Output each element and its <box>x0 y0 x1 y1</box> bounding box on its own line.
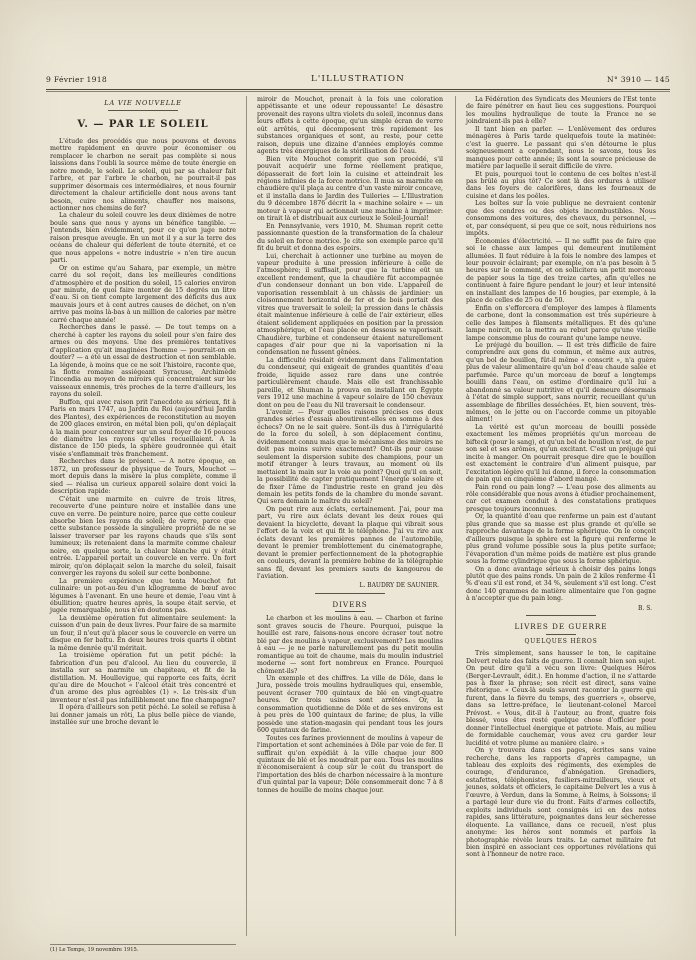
paragraph: Il opéra d'ailleurs son petit péché. Le soleil se refusa à lui donner jamais un rôti, La plus belle pièce de viande, installée sur une broche devant le <box>50 704 236 727</box>
paragraph: Recherches dans le passé. — De tout temps on a cherché à capter les rayons du soleil pour s'en faire des armes ou des moyens. Une des premières tentatives d'application qu'ait imaginées l'homme — pourrait-on en douter? — a été un essai de destruction et non semblable. La légende, à moins que ce ne soit l'histoire, raconte que, la flotte romaine assiégeant Syracuse, Archimède l'incendia au moyen de miroirs qui concentraient sur les vaisseaux ennemis, très proches de la terre d'ailleurs, les rayons du soleil. <box>50 324 236 399</box>
paragraph: Pain rond ou pain long? — L'eau pose des aliments au rôle considérable que nous avons à étudier prochainement, car cet examen conduit à des constatations pratiques presque toujours inconnues. <box>466 483 656 513</box>
article-title: V. — PAR LE SOLEIL <box>77 119 209 131</box>
divider <box>526 615 596 616</box>
paragraph: Lui, cherchait à actionner une turbine au moyen de vapeur produite à une pression inférieure à celle de l'atmosphère; il suffisait, pour que la turbine eût un excellent rendement, que la chaudière fût accompagnée d'un condenseur donnant un bon vide. L'appareil de vaporisation ressemblait à un châssis de jardinier: un cloisonnement horizontal de fer et de bois portait des vitres que traversait le soleil; la pression dans le châssis était maintenue inférieure à celle de l'air extérieur, elles étaient solidement appliquées en position par la pression atmosphérique, et l'eau placée en dessous se vaporisait. Chaudière, turbine et condenseur étaient naturellement capages d'air pour que ni la vaporisation ni la condensation ne fussent gênées. <box>257 252 443 357</box>
subheading: QUELQUES HÉROS <box>524 637 598 645</box>
paragraph: miroir de Mouchot, prenait à la fois une coloration appétissante et une odeur repoussante! Le désastre provenait des rayons ultra violets du soleil, inconnus dans leurs effets à cette époque, qu'un simple écran de verre eût arrêtés, qui décomposent très rapidement les substances organiques et sont, au reste, pour cette raison, depuis une dizaine d'années employés comme agents très énergiques de la stérilisation de l'eau. <box>257 96 443 156</box>
paragraph: Buffon, qui avec raison prit l'anecdote au sérieux, fit à Paris en mars 1747, au Jardin du Roi (aujourd'hui Jardin des Plantes), des expériences de reconstitution au moyen de 200 glaces environ, en métal bien poli, qu'on déplaçait à la main pour concentrer sur un seul foyer de 16 pouces de diamètre les rayons qu'elles recueillaient. A la distance de 150 pieds, la sphère goudronnée qui était visée s'enflammait très franchement. <box>50 398 236 458</box>
paragraph: On y trouvera dans ces pages, écrites sans vaine recherche, dans les rapports d'après campagne, un tableau des exploits des régiments, des exemples de courage, d'endurance, d'abnégation. Grenadiers, estafettes, téléphonistes, fusiliers-mitrailleurs, vieux et jeunes, soldats et officiers, le capitaine Delvert les a vus à l'œuvre, à Verdun, dans la Somme, à Reims, à Soissons; il a partagé leur dure vie du front. Faits d'armes collectifs, exploits individuels sont consignés ici en des notes rapides, sans littérature, poignantes dans leur sécheresse éloquente. La vaillance, dans ce recueil, n'est plus anonyme: les héros sont nommés et parfois la photographie révèle leurs traits. Le carnet militaire fut bien inspiré en associant ces opportunes révélations qui sont à l'honneur de notre race. <box>466 747 656 859</box>
paragraph: La chaleur du soleil couvre les deux dixièmes de notre boule sans que nous y ayons un bénéfice tangible. — J'entends, bien évidemment, pour ce qu'on juge notre raison presque aveugle. En un mot il y a sur la terre des océans de chaleur qui déferlent de toute éternité, et ce que nous appelons « notre industrie » n'en tire aucun parti. <box>50 212 236 265</box>
paragraph: En Pennsylvanie, vers 1910, M. Shuman reprit cette passionnante question de la transformation de la chaleur du soleil en force motrice. Je cite son exemple parce qu'il fit du bruit et donna des espoirs. <box>257 222 443 253</box>
paragraph: La troisième opération fut un petit péché: la fabrication d'un peu d'alcool. Au lieu du couvercle, il installa sur sa marmite un chapiteau, et fit de la distillation. M. Houllevigue, qui rapporte ces faits, écrit qu'au dire de Mouchot « l'alcool était très concentré et d'un arome des plus agréables (1) ». Le très-six d'un inventeur n'est-il pas infailliblement une fine champagne? <box>50 652 236 704</box>
paragraph: La deuxième opération fut alimentaire seulement: la cuisson d'un pain de deux livres. Pour faire de sa marmite un four, il n'eut qu'à placer sous le couvercle en verre un disque en fer battu. En deux heures trois quarts il obtint la même denrée qu'il méritait. <box>50 614 236 652</box>
paragraph: Or, la quantité d'eau que renferme un pain est d'autant plus grande que sa masse est plus grande et qu'elle se rapproche davantage de la forme sphérique. On le conçoit d'ailleurs puisque la sphère est la figure qui renferme le plus grand volume possible sous la plus petite surface; l'évaporation d'un même poids de matière est plus grande sous la forme cylindrique que sous la forme sphérique. <box>466 513 656 566</box>
paragraph: Le préjugé du bouillon. — Il est très difficile de faire comprendre aux gens du commun, et même aux autres, qu'un bol de bouillon, fût-il même « conscrit », n'a guère plus de valeur alimentaire qu'un bol d'eau chaude salée et parfumée. Parce qu'un morceau de bœuf a longtemps bouilli dans l'eau, on estime d'ordinaire qu'il lui a abandonné sa valeur nutritive et qu'il demeure désormais à l'état de simple support, sans nourrir, recueillant qu'un assemblage de fibrilles desséchées. Et, bien souvent, très-mêmes, on le jette ou on l'accorde comme un pitoyable aliment! <box>466 341 656 424</box>
paragraph: Toutes ces farines proviennent de moulins à vapeur de l'importation et sont acheminées à Dôle par voie de fer. Il suffirait qu'on expédiât à la ville chaque jour 800 quintaux de blé et les moudrait par eau. Tous les moulins n'économiseraient à coup sûr le coût du transport de l'importation des blés de charbon nécessaire à la monture d'un quintal par la vapeur; Dôle consommerait donc 7 à 8 tonnes de houille de moins chaque jour. <box>257 734 443 794</box>
divider <box>315 593 385 594</box>
paragraph: Bien vite Mouchot comprit que son procédé, s'il pouvait acquérir une forme réellement pratique, dépasserait de fort loin la cuisine et atteindrait les régions infinies de la force motrice. Il mua sa marmite en chaudière qu'il plaça au centre d'un vaste miroir concave, et il installa dans le Jardin des Tuileries — L'Illustration du 9 décembre 1876 décrit la « machine solaire » — un moteur à vapeur qui actionnait une machine à imprimer: on tirait là et distribuait aux curieux le Soleil-Journal! <box>257 155 443 223</box>
column-divider <box>246 96 247 936</box>
paragraph: La Fédération des Syndicats des Meuniers de l'Est tente de faire pénétrer en haut lieu ces suggestions. Pourquoi les moulins hydraulique de toute la France ne se joindraient-ils pas à elle? <box>466 96 656 126</box>
paragraph: C'était une marmite en cuivre de trois litres, recouverte d'une peinture noire et installée dans une cuve en verre. De peinture noire, parce que cette couleur absorbe bien les rayons du soleil; de verre, parce que cette substance possède la singulière propriété de ne se laisser traverser par les rayons chauds que s'ils sont lumineux; ils retenaient dans la marmite comme chaleur noire, en quelque sorte, la chaleur blanche qui y était entrée. L'appareil portait un couvercle en verre. Un fort miroir, qu'on déplaçait selon la marche du soleil, faisait converger les rayons du soleil sur cette bonbonne. <box>50 495 236 578</box>
paragraph: La vérité est qu'un morceau de bouilli possède exactement les mêmes propriétés qu'un morceau de bifteck (pour le sang), et qu'un bol de bouillon n'est, de par son sel et ses arômes, qu'un excitant. C'est un préjugé qui incite à manger. On pourrait presque dire que le bouillon est exactement le contraire d'un aliment puisque, par l'excitation légère qu'il lui donne, il force la consommation de pain qui en cinquième d'abord mangé. <box>466 423 656 484</box>
author-signature: L. BAUDRY DE SAUNIER. <box>359 582 439 590</box>
page-header <box>46 75 670 89</box>
paragraph: La première expérience que tenta Mouchot fut culinaire: un pot-au-feu d'un kilogramme de bœuf avec légumes à l'avenant. En une heure et demie, l'eau vint à ébullition; quatre heures après, la soupe était servie, et jugée remarquable, nous n'en doutons pas. <box>50 577 236 615</box>
header-rule-thin <box>46 91 670 92</box>
column-divider <box>455 96 456 936</box>
divider <box>546 634 576 635</box>
paragraph: Les boîtes sur la voie publique ne devraient contenir que des cendres ou des objets incombustibles. Nous consommons des voitures, des chevaux, du personnel, — et, par conséquent, si peu que ce soit, nous réduirions nos impôts. <box>466 200 656 238</box>
paragraph: Or on estime qu'au Sahara, par exemple, un mètre carré du sol reçoit, dans les meilleures conditions d'atmosphère et de position du soleil, 15 calories environ par minute, de quoi faire monter de 15 degrés un litre d'eau. Si on tient compte largement des déficits dus aux mauvais jours et à cent autres causes de déchet, on n'en arrive pas moins là-bas à un million de calories par mètre carré chaque année! <box>50 264 236 324</box>
paragraph: Recherches dans le présent. — A notre époque, en 1872, un professeur de physique de Tours, Mouchot — mort depuis dans la misère la plus complète, comme il sied — réalisa un curieux appareil solaire dont voici la description rapide: <box>50 458 236 496</box>
divider <box>335 611 365 612</box>
column-1 <box>50 96 236 727</box>
column-2 <box>257 96 443 794</box>
paragraph: On peut rire aux éclats, certainement. J'ai, pour ma part, vu rire aux éclats devant les deux roues qui devaient la bicyclette, devant la plaque qui vibrait sous l'effort de la voix et qui fit le téléphone. J'ai vu rire aux éclats devant les premières pannes de l'automobile, devant le premier tremblottement du cinématographe, devant le premier perfectionnement de la photographie en couleurs, devant la première bobine de la télégraphie sans fil, devant les premiers sauts de kangourou de l'aviation. <box>257 505 443 580</box>
column-3 <box>466 96 656 859</box>
paragraph: La difficulté résidait évidemment dans l'alimentation du condenseur, qui exigeait de grandes quantités d'eau froide, liquide assez rare dans une contrée particulièrement chaude. Mais elle est franchissable pareille, et Shuman la prouva en installant en Égypte vers 1912 une machine à vapeur solaire de 150 chevaux dont on peu de l'eau du Nil traversait le condenseur. <box>257 356 443 409</box>
paragraph: On a donc avantage sérieux à choisir des pains longs plutôt que des pains ronds. Un pain de 2 kilos renferme 41 % d'eau s'il est rond, et 34 %, seulement s'il est long. C'est donc 140 grammes de matière alimentaire que l'on gagne à n'accepter que du pain long. <box>466 565 656 603</box>
header-page-number: N° 3910 — 145 <box>607 75 670 84</box>
header-title: L'ILLUSTRATION <box>311 74 405 84</box>
paragraph: L'étude des procédés que nous pouvons et devons mettre rapidement en œuvre pour économiser ou remplacer le charbon ne serait pas complète si nous laissions dans l'oubli la source même de toute énergie en notre monde, le soleil. Le soleil, qui par sa chaleur fait l'arbre, et par l'arbre le charbon, ne pourrait-il pas supprimer désormais ces intermédiaires, et nous fournir directement la chaleur artificielle dont nous avons tant besoin, cuire nos aliments, chauffer nos maisons, actionner nos chemins de fer? <box>50 137 236 212</box>
paragraph: Il tant bien en parler. — L'enlèvement des ordures ménagères à Paris tarde quelquefois toute la matinée: c'est la guerre. Le passant qui s'en détourne le plus soigneusement a cependant, nous le savons, tous les manques pour cette année; ils sont la source précieuse de matière par laquelle il serait difficile de vivre. <box>466 125 656 171</box>
paragraph: Et puis, pourquoi tout le contenu de ces boîtes n'est-il pas brûlé au plus tôt? Ce sont là des ordures à utiliser dans les foyers de calorifères, dans les fourneaux de cuisine et dans les poêles. <box>466 170 656 200</box>
paragraph: Un exemple et des chiffres. La ville de Dôle, dans le Jura, possède trois moulins hydrauliques qui, ensemble, peuvent écraser 700 quintaux de blé en vingt-quatre heures. Or trois usines sont arrêtées. Or, la consommation quotidienne de Dôle et de ses environs est à peu près de 100 quintaux de farine; de plus, la ville possède une station-magasin qui pendant tous les jours 600 quintaux de farine. <box>257 674 443 735</box>
section-heading-livres: LIVRES DE GUERRE <box>514 622 608 632</box>
author-signature: B. S. <box>637 604 652 612</box>
rubric: LA VIE NOUVELLE <box>104 99 182 107</box>
paragraph: Le charbon et les moulins à eau. — Charbon et farine sont graves soucis de l'heure. Pourquoi, puisque la houille est rare, faisons-nous encore écraser tout notre blé par des moulins à vapeur, exclusivement? Les moulins à eau — je ne parle naturellement pas du petit moulin romantique au toit de chaume, mais du moulin industriel moderne — sont fort nombreux en France. Pourquoi chôment-ils? <box>257 615 443 675</box>
paragraph: L'avenir. — Pour quelles raisons précises ces deux grandes séries d'essais aboutirent-elles en somme à des échecs? On ne le sait guère. Sont-ils dus à l'irrégularité de la force du soleil, à son déplacement continu, évidemment connu mais que le mécanisme des miroirs ne doit pas moins suivre exactement? Ont-ils pour cause seulement la dispersion subite des champions, pour un motif étranger à leurs travaux, au moment où ils mettaient la main sur la voie au point? Quoi qu'il en soit, la possibilité de capter pratiquement l'énergie solaire et de fixer l'âme de l'industrie reste en grand jeu dès demain les petits fonds de la chambre du monde savant. Qui sera demain le maître du soleil? <box>257 409 443 506</box>
header-rule <box>46 89 670 90</box>
footnote: (1) Le Temps, 19 novembre 1915. <box>50 944 236 953</box>
paragraph: Enfin on s'efforcera d'employer des lampes à filaments de carbone, dont la consommation est très supérieure à celle des lampes à filaments métalliques. Et dès qu'une lampe noircit, on la mettra au rebut parce qu'une vieille lampe consomme plus de courant qu'une lampe neuve. <box>466 304 656 342</box>
paragraph: Très simplement, sans hausser le ton, le capitaine Delvert relate des faits de guerre. Il connaît bien son sujet. On peut dire qu'il a vécu son livre: Quelques Héros (Berger-Levrault, édit.). En homme d'action, il ne s'attarde pas à fixer la phrase; son récit est direct, sans vaine rhétorique. « Ceux-là seuls savent raconter la guerre qui furent, dans la fièvre du temps, des guerriers », observe, dans sa lettre-préface, le lieutenant-colonel Marcel Prévost. « Vous, dit-il à l'auteur, au front, quatre fois blessé, vous êtes resté quelque chose d'officier pour donner l'intellectuel énergique et patriote. Mais, au milieu de formidable cauchemar, vous avez cru garder leur lucidité et votre plume au manière claire. » <box>466 650 656 747</box>
divider <box>108 110 178 111</box>
paragraph: Économies d'électricité. — Il ne suffit pas de faire que soi le chasse aux lampes qui demeurent inutilement allumées. Il faut réduire à la fois le nombre des lampes et leur pouvoir éclairant; par exemple, on n'a pas besoin à 5 heures sur le comment, et on sollicitera un petit morceau de papier sous la tige des treize cartes, afin qu'elles ne continuent à faire figure pendant le jour) et leur intensité en installant des lampes de 16 bougies, par exemple, à la place de celles de 25 ou de 50. <box>466 237 656 305</box>
header-date: 9 Février 1918 <box>46 75 108 84</box>
section-heading-divers: DIVERS <box>332 599 368 609</box>
